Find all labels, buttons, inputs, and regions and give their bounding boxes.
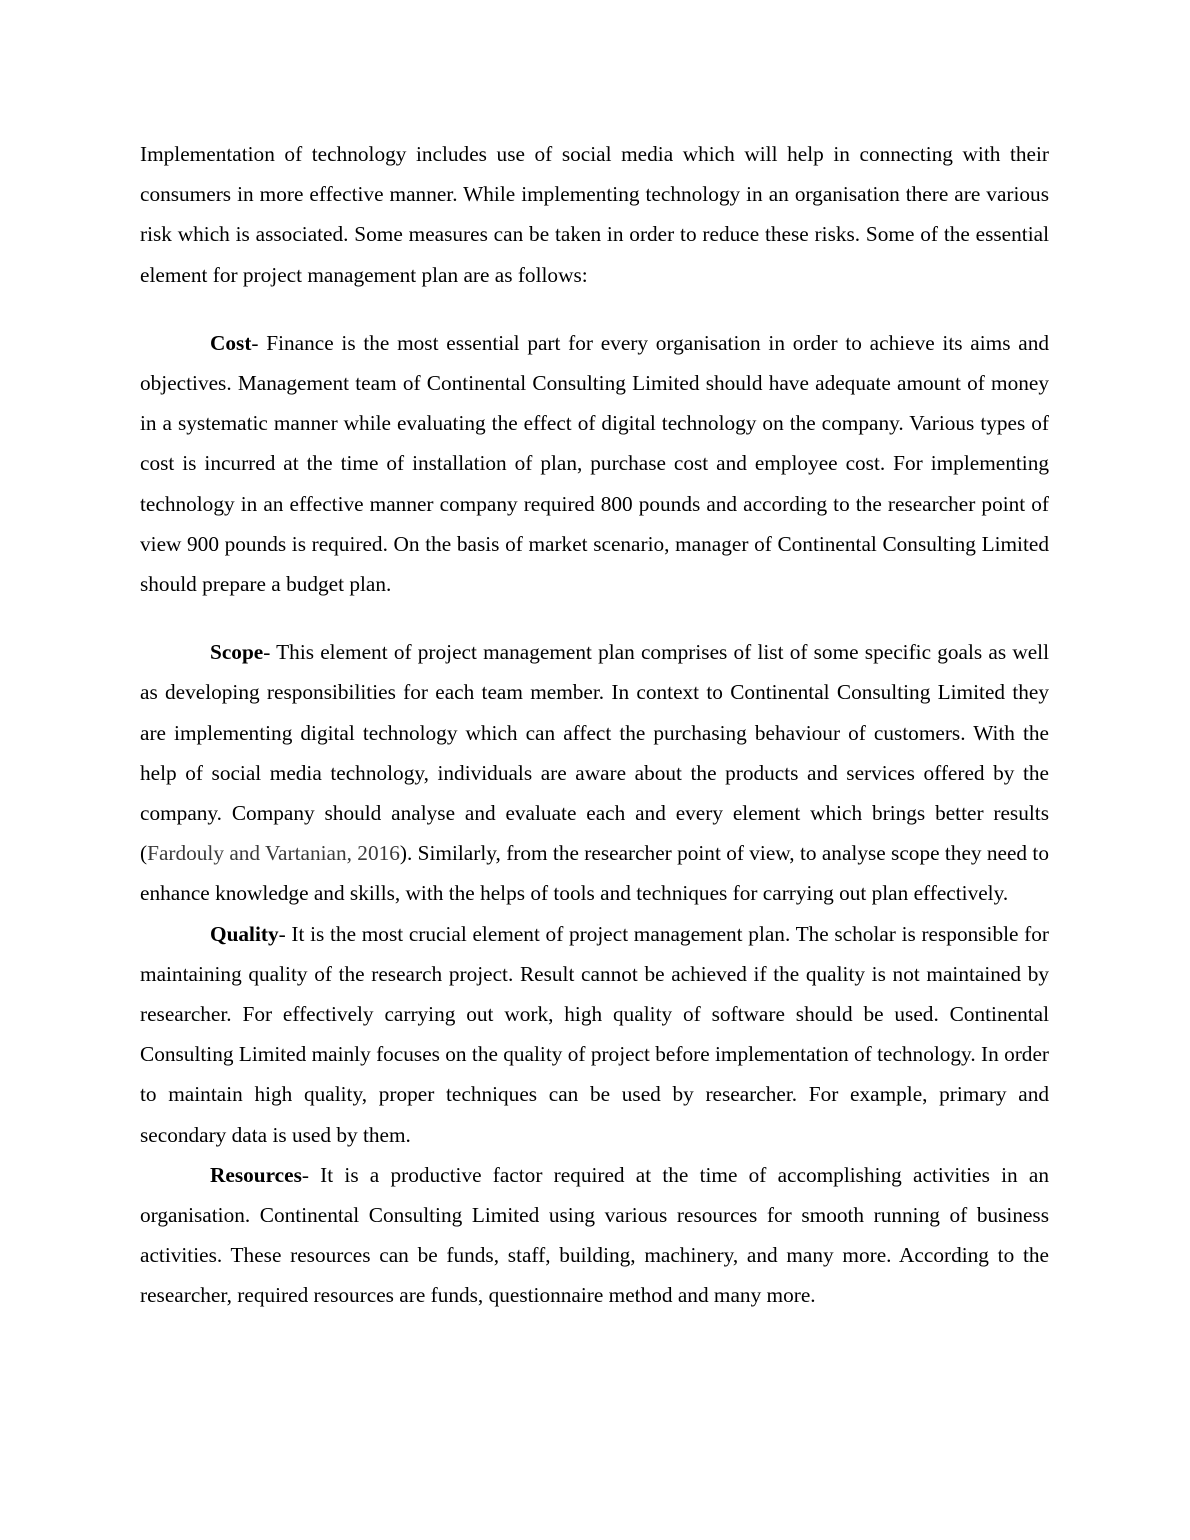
quality-term: Quality xyxy=(210,921,279,946)
quality-paragraph xyxy=(140,914,1049,1155)
cost-text: - Finance is the most essential part for every organisation in order to achieve its aims and objectives. Management team of Continental Consulting Limited should have adequate amount of money in a systematic manner while evaluating the effect of digital technology on the company. Various types of cost is incurred at the time of installation of plan, purchase cost and employee cost. For implementing technology in an effective manner company required 800 pounds and according to the researcher point of view 900 pounds is required. On the basis of market scenario, manager of Continental Consulting Limited should prepare a budget plan. xyxy=(140,330,1049,597)
document-page xyxy=(140,134,1049,1316)
cost-paragraph xyxy=(140,323,1049,604)
quality-text: - It is the most crucial element of project management plan. The scholar is responsible for maintaining quality of the research project. Result cannot be achieved if the quality is not maintained by researcher. For effectively carrying out work, high quality of software should be used. Continental Consulting Limited mainly focuses on the quality of project before implementation of technology. In order to maintain high quality, proper techniques can be used by researcher. For example, primary and secondary data is used by them. xyxy=(140,921,1049,1147)
scope-citation: Fardouly and Vartanian, 2016 xyxy=(147,841,400,866)
cost-term: Cost xyxy=(210,330,252,355)
scope-text-before: - This element of project management plan comprises of list of some specific goals as well as developing responsibilities for each team member. In context to Continental Consulting Limited they are implementing digital technology which can affect the purchasing behaviour of customers. With the help of social media technology, individuals are aware about the products and services offered by the company. Company should analyse and evaluate each and every element which brings better results ( xyxy=(140,640,1049,866)
scope-text-after: ). Similarly, from the researcher point of view, to analyse scope they need to enhance knowledge and skills, with the helps of tools and techniques for carrying out plan effectively. xyxy=(140,841,1049,906)
resources-term: Resources xyxy=(210,1162,302,1187)
resources-text: - It is a productive factor required at the time of accomplishing activities in an organisation. Continental Consulting Limited using various resources for smooth running of business activities. These resources can be funds, staff, building, machinery, and many more. According to the researcher, required resources are funds, questionnaire method and many more. xyxy=(140,1162,1049,1308)
scope-paragraph xyxy=(140,632,1049,913)
intro-paragraph: Implementation of technology includes use of social media which will help in connecting with their consumers in more effective manner. While implementing technology in an organisation there are various risk which is associated. Some measures can be taken in order to reduce these risks. Some of the essential element for project management plan are as follows: xyxy=(140,142,1049,287)
scope-term: Scope xyxy=(210,640,264,665)
resources-paragraph xyxy=(140,1155,1049,1316)
